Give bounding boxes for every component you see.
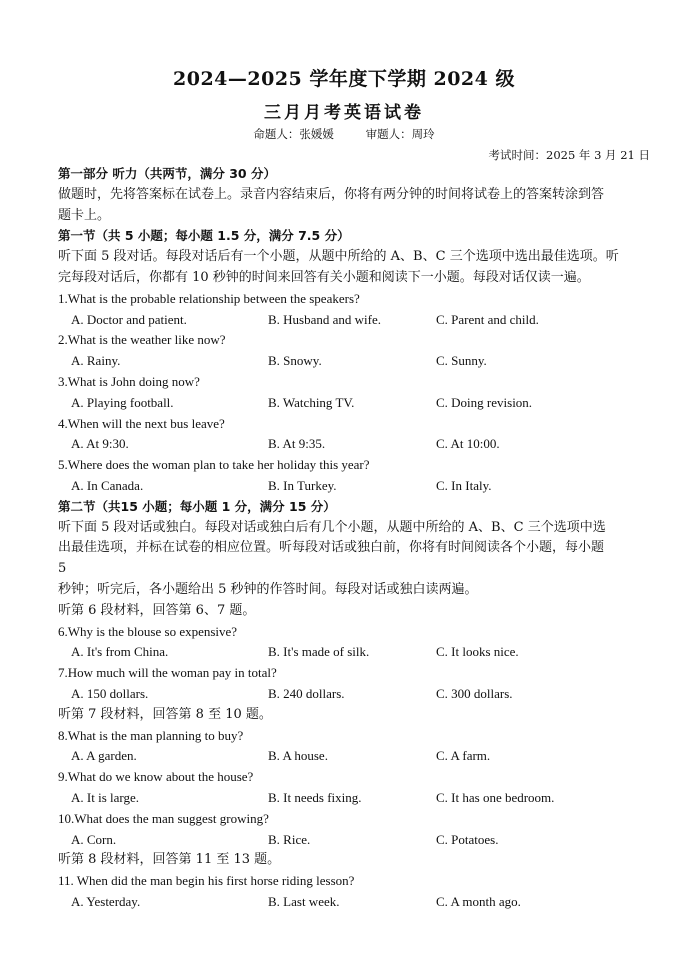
options bbox=[58, 684, 652, 705]
question: 2.What is the weather like now? bbox=[58, 332, 226, 348]
instructions: 听下面 5 段对话。每段对话后有一个小题，从题中所给的 A、B、C 三个选项中选出最佳选项。听 bbox=[58, 249, 619, 265]
option-a: A. In Canada. bbox=[71, 477, 144, 493]
instructions: 题卡上。 bbox=[58, 207, 111, 223]
option-c: C. A month ago. bbox=[436, 893, 521, 909]
option-c: C. Parent and child. bbox=[436, 311, 539, 327]
question: 8.What is the man planning to buy? bbox=[58, 727, 244, 743]
option-a: A. A garden. bbox=[71, 748, 137, 764]
instructions: 出最佳选项，并标在试卷的相应位置。听每段对话或独白前，你将有时间阅读各个小题，每小题 bbox=[58, 540, 605, 556]
question: 1.What is the probable relationship between the speakers? bbox=[58, 290, 360, 306]
options bbox=[58, 434, 652, 455]
setter: 命题人：张媛媛 bbox=[253, 127, 334, 141]
group-label: 听第 6 段材料，回答第 6、7 题。 bbox=[58, 602, 256, 618]
instructions: 完每段对话后，你都有 10 秒钟的时间来回答有关小题和阅读下一小题。每段对话仅读一遍。 bbox=[58, 269, 590, 285]
instructions: 听下面 5 段对话或独白。每段对话或独白后有几个小题，从题中所给的 A、B、C 三个选项中选 bbox=[58, 519, 606, 535]
option-a: A. Corn. bbox=[71, 831, 117, 847]
option-b: B. In Turkey. bbox=[268, 477, 337, 493]
exam-title: 2024—2025 学年度下学期 2024 级 bbox=[173, 68, 515, 90]
options bbox=[58, 393, 652, 414]
options bbox=[58, 351, 652, 372]
option-c: C. Doing revision. bbox=[436, 394, 533, 410]
options bbox=[58, 830, 652, 851]
group-label: 听第 8 段材料，回答第 11 至 13 题。 bbox=[58, 852, 281, 868]
instructions: 秒钟；听完后，各小题给出 5 秒钟的作答时间。每段对话或独白读两遍。 bbox=[58, 581, 478, 597]
options bbox=[58, 746, 652, 767]
option-a: A. It is large. bbox=[71, 789, 139, 805]
question: 3.What is John doing now? bbox=[58, 373, 200, 389]
question: 4.When will the next bus leave? bbox=[58, 415, 225, 431]
options bbox=[58, 310, 652, 331]
options bbox=[58, 788, 652, 809]
option-c: C. In Italy. bbox=[436, 477, 492, 493]
option-a: A. Doctor and patient. bbox=[71, 311, 187, 327]
option-a: A. Playing football. bbox=[71, 394, 174, 410]
question: 9.What do we know about the house? bbox=[58, 769, 254, 785]
option-b: B. Husband and wife. bbox=[268, 311, 382, 327]
option-c: C. 300 dollars. bbox=[436, 685, 513, 701]
options bbox=[58, 476, 652, 497]
option-b: B. Rice. bbox=[268, 831, 311, 847]
instructions: 做题时，先将答案标在试卷上。录音内容结束后，你将有两分钟的时间将试卷上的答案转涂到答 bbox=[58, 186, 605, 202]
option-b: B. It's made of silk. bbox=[268, 644, 370, 660]
exam-date: 考试时间：2025 年 3 月 21 日 bbox=[488, 148, 650, 162]
option-b: B. Snowy. bbox=[268, 353, 322, 369]
question: 7.How much will the woman pay in total? bbox=[58, 665, 277, 681]
option-a: A. It's from China. bbox=[71, 644, 169, 660]
options bbox=[58, 642, 652, 663]
option-b: B. Last week. bbox=[268, 893, 340, 909]
group-label: 听第 7 段材料，回答第 8 至 10 题。 bbox=[58, 706, 272, 722]
question: 6.Why is the blouse so expensive? bbox=[58, 623, 238, 639]
authors-line bbox=[0, 126, 688, 142]
section-heading: 第二节（共15 小题；每小题 1 分，满分 15 分） bbox=[58, 498, 336, 514]
exam-subtitle: 三月月考英语试卷 bbox=[264, 103, 424, 123]
question: 5.Where does the woman plan to take her holiday this year? bbox=[58, 457, 370, 473]
question: 11. When did the man begin his first horse riding lesson? bbox=[58, 873, 355, 889]
option-b: B. A house. bbox=[268, 748, 328, 764]
option-a: A. At 9:30. bbox=[71, 436, 129, 452]
option-b: B. 240 dollars. bbox=[268, 685, 345, 701]
option-b: B. Watching TV. bbox=[268, 394, 355, 410]
option-c: C. It looks nice. bbox=[436, 644, 519, 660]
section-heading: 第一节（共 5 小题；每小题 1.5 分，满分 7.5 分） bbox=[58, 228, 350, 244]
option-c: C. Potatoes. bbox=[436, 831, 499, 847]
question: 10.What does the man suggest growing? bbox=[58, 810, 269, 826]
reviewer: 审题人：周玲 bbox=[365, 127, 435, 141]
option-a: A. Rainy. bbox=[71, 353, 121, 369]
options bbox=[58, 892, 652, 913]
exam-content bbox=[58, 164, 652, 913]
option-c: C. A farm. bbox=[436, 748, 491, 764]
option-c: C. Sunny. bbox=[436, 353, 487, 369]
option-c: C. It has one bedroom. bbox=[436, 789, 555, 805]
part-heading: 第一部分 听力（共两节，满分 30 分） bbox=[58, 166, 276, 181]
option-b: B. At 9:35. bbox=[268, 436, 326, 452]
option-a: A. Yesterday. bbox=[71, 893, 141, 909]
option-b: B. It needs fixing. bbox=[268, 789, 362, 805]
option-c: C. At 10:00. bbox=[436, 436, 500, 452]
option-a: A. 150 dollars. bbox=[71, 685, 149, 701]
instructions: 5 bbox=[58, 561, 67, 577]
